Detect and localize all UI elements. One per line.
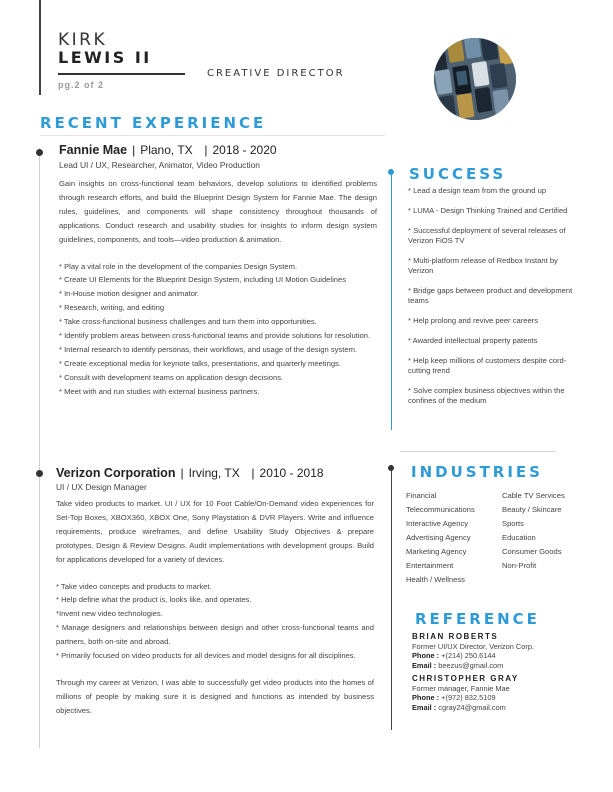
list-item: Education <box>502 533 536 542</box>
email-value: beezus@gmail.com <box>438 660 504 670</box>
company-name: Fannie Mae <box>59 143 128 157</box>
list-item: * Take cross-functional business challenges and turn them into opportunities. <box>59 317 317 327</box>
list-item: * Meet with and run studies with external business partners. <box>59 386 260 396</box>
job-location: Plano, TX <box>140 143 193 157</box>
industries-heading: INDUSTRIES <box>411 463 543 481</box>
industries-rule <box>391 465 392 730</box>
email-label: Email : <box>412 660 437 670</box>
reference-email <box>412 703 519 713</box>
list-item: * Play a vital role in the development of the companies Design System. <box>59 261 298 271</box>
phone-label: Phone : <box>412 693 440 702</box>
recent-experience-divider <box>40 135 385 136</box>
list-item: Non-Profit <box>502 561 537 570</box>
list-item: * In-House motion designer and animator. <box>59 289 200 299</box>
job-title: CREATIVE DIRECTOR <box>207 68 345 79</box>
first-name: KIRK <box>58 30 108 50</box>
job-closing: Through my career at Verizon, I was able to successfully get video products into the homes of millions of people by making sure it is designed and functions as intended by business objectives. <box>56 677 374 715</box>
list-item: * Solve complex business objectives within the confines of the medium <box>408 386 565 405</box>
job-role: UI / UX Design Manager <box>56 482 147 492</box>
portfolio-photo <box>434 38 516 120</box>
recent-experience-heading: RECENT EXPERIENCE <box>40 114 267 132</box>
job-summary: Take video products to market. UI / UX for 10 Foot Cable/On-Demand video experiences for Set-Top Boxes, XBOX360, XBOX One, Sony Playstation & DVR Players. Write and influence requirements, produce wireframes, and define Usability Study Objectives & prepare prototypes. Design & Review Designs. Audit implementations with development groups. Build for applications developed for a variety of devices. <box>56 499 374 564</box>
phone-value: +(214) 250.6144 <box>441 651 496 660</box>
list-item: * Create UI Elements for the Blueprint Design System, including UI Motion Guidelines <box>59 275 347 285</box>
reference-entry <box>412 632 534 670</box>
list-item: * Primarily focused on video products for all devices and model designs for all disciplines. <box>56 651 356 661</box>
reference-name: BRIAN ROBERTS <box>412 632 499 641</box>
list-item: * Create exceptional media for keynote talks, presentations, and quarterly meetings. <box>59 358 341 368</box>
list-item: * Help define what the product is, looks like, and operates. <box>56 595 252 605</box>
list-item: * Consult with development teams on application design decisions. <box>59 372 284 382</box>
list-item: Health / Wellness <box>406 575 465 584</box>
email-label: Email : <box>412 702 437 712</box>
job-header: Verizon Corporation | Irving, TX | 2010 - 2018 <box>56 466 324 480</box>
job-location: Irving, TX <box>188 466 240 480</box>
list-item: Marketing Agency <box>406 547 467 556</box>
last-name: LEWIS II <box>58 48 152 67</box>
list-item: * LUMA - Design Thinking Trained and Certified <box>408 206 568 215</box>
industries-column-2 <box>502 489 565 573</box>
phone-label: Phone : <box>412 651 440 660</box>
list-item: * Awarded intellectual property patents <box>408 336 538 345</box>
list-item: * Take video concepts and products to market. <box>56 581 212 591</box>
list-item: Telecommunications <box>406 505 475 514</box>
reference-email <box>412 661 534 671</box>
job-bullets <box>59 260 377 399</box>
reference-title: Former UI/UX Director, Verizon Corp. <box>412 641 534 651</box>
list-item: * Lead a design team from the ground up <box>408 186 547 195</box>
industries-dot <box>388 465 394 471</box>
reference-heading: REFERENCE <box>415 610 540 628</box>
list-item: * Help prolong and revive peer careers <box>408 316 539 325</box>
success-list <box>408 186 576 416</box>
experience-timeline-rule <box>39 148 40 748</box>
company-name: Verizon Corporation <box>56 466 176 480</box>
job-bullets <box>56 580 374 663</box>
page-number: pg.2 of 2 <box>58 80 105 90</box>
list-item: Sports <box>502 519 524 528</box>
job-years: 2010 - 2018 <box>259 466 324 480</box>
job-role: Lead UI / UX, Researcher, Animator, Video Production <box>59 160 260 170</box>
job-fannie-mae <box>59 143 377 399</box>
job-header: Fannie Mae | Plano, TX | 2018 - 2020 <box>59 143 277 157</box>
list-item: Financial <box>406 491 437 500</box>
portfolio-collage-image <box>434 38 516 120</box>
list-item: * Help keep millions of customers despite cord-cutting trend <box>408 356 567 375</box>
success-dot <box>388 169 394 175</box>
list-item: * Research, writing, and editing <box>59 303 165 313</box>
reference-title: Former manager, Fannie Mae <box>412 683 510 693</box>
reference-name: CHRISTOPHER GRAY <box>412 674 519 683</box>
success-rule <box>391 170 392 430</box>
list-item: Advertising Agency <box>406 533 471 542</box>
phone-value: +(972) 832.5109 <box>441 693 496 702</box>
email-value: cgray24@gmail.com <box>438 702 506 712</box>
list-item: * Internal research to identify personas, their workflows, and usage of the design system. <box>59 344 357 354</box>
industries-column-1 <box>406 489 475 587</box>
list-item: * Identify problem areas between cross-functional teams and provide solutions for resolution. <box>59 331 371 341</box>
job-summary: Gain insights on cross-functional team behaviors, develop solutions to identified problems through research efforts, and build the Blueprint Design System for Fannie Mae. The design rules, guidelines, and components will shape consistency throughout thousands of applications. Conduct research and usability studies for insights to inform design system guidelines, components, and tools—video production & animation. <box>59 179 377 244</box>
list-item: *Invent new video technologies. <box>56 609 163 619</box>
header-vertical-rule <box>39 0 41 95</box>
timeline-dot <box>36 470 43 477</box>
list-item: Entertainment <box>406 561 454 570</box>
list-item: * Successful deployment of several releases of Verizon FiOS TV <box>408 226 566 245</box>
list-item: Cable TV Services <box>502 491 565 500</box>
list-item: Consumer Goods <box>502 547 562 556</box>
reference-phone <box>412 693 519 703</box>
reference-entry <box>412 674 519 712</box>
list-item: * Multi-platform release of Redbox Instant by Verizon <box>408 256 558 275</box>
list-item: * Bridge gaps between product and development teams <box>408 286 573 305</box>
list-item: Interactive Agency <box>406 519 469 528</box>
timeline-dot <box>36 149 43 156</box>
success-heading: SUCCESS <box>409 165 507 183</box>
job-verizon <box>56 466 374 718</box>
name-underline <box>58 73 185 75</box>
list-item: Beauty / Skincare <box>502 505 562 514</box>
right-column-divider <box>400 451 556 452</box>
reference-phone <box>412 651 534 661</box>
job-years: 2018 - 2020 <box>212 143 277 157</box>
list-item: * Manage designers and relationships between design and other cross-functional teams and partners, both on-site and abroad. <box>56 623 374 647</box>
